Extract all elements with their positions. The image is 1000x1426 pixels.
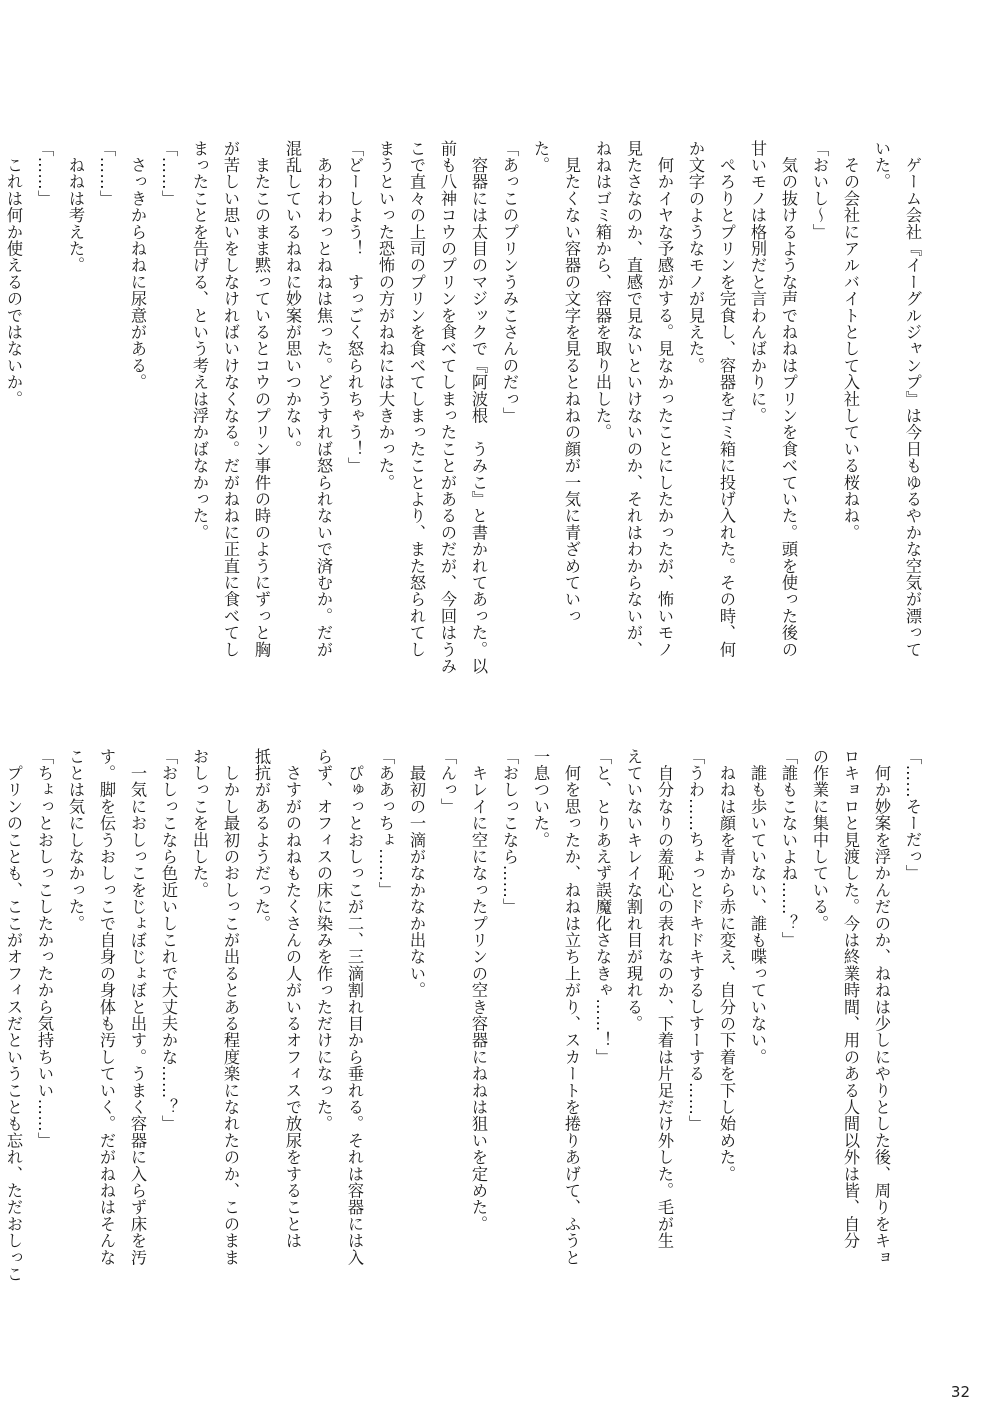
text-line: 「ああっちょ……」 (376, 748, 395, 899)
text-line: 前も八神コウのプリンを食べてしまったことがあるのだが、今回はうみ (438, 140, 457, 675)
text-line: 抵抗があるようだった。 (252, 748, 271, 932)
text-line: 何かイヤな予感がする。見なかったことにしたかったが、怖いモノ (655, 140, 674, 658)
text-line: 一息ついた。 (531, 748, 550, 849)
text-line: の作業に集中している。 (810, 748, 829, 932)
page-number: 32 (950, 1383, 970, 1401)
lower-text-block (4, 748, 928, 1322)
text-line: 「うわ……ちょっとドキドキするしすーする……」 (686, 748, 705, 1133)
text-line: 「……」 (97, 140, 116, 207)
text-line: こで直々の上司のプリンを食べてしまったことより、また怒られてし (407, 140, 426, 658)
text-line: その会社にアルバイトとして入社している桜ねね。 (841, 140, 860, 541)
text-line: 何を思ったか、ねねは立ち上がり、スカートを捲りあげて、ふうと (562, 748, 581, 1266)
text-line: さすがのねねもたくさんの人がいるオフィスで放尿をすることは (283, 748, 302, 1249)
text-line: 誰も歩いていない、誰も喋っていない。 (748, 748, 767, 1066)
text-line: おしっこを出した。 (190, 748, 209, 899)
text-line: 何か妙案を浮かんだのか、ねねは少しにやりとした後、周りをキョ (872, 748, 891, 1266)
text-line: 容器には太目のマジックで『阿波根 うみこ』と書かれてあった。以 (469, 140, 488, 675)
text-line: あわわわっとねねは焦った。どうすれば怒られないで済むか。だが (314, 140, 333, 658)
text-line: 「おしっこなら色近いしこれで大丈夫かな……？」 (159, 748, 178, 1133)
text-line: いた。 (872, 140, 891, 191)
text-line: さっきからねねに尿意がある。 (128, 140, 147, 391)
text-line: らず、オフィスの床に染みを作っただけになった。 (314, 748, 333, 1133)
text-line: 「おしっこなら……」 (500, 748, 519, 915)
text-line: 混乱しているねねに妙案が思いつかない。 (283, 140, 302, 458)
text-line: キレイに空になったプリンの空き容器にねねは狙いを定めた。 (469, 748, 488, 1233)
text-line: 「おいし～」 (810, 140, 829, 241)
text-line: 自分なりの羞恥心の表れなのか、下着は片足だけ外した。毛が生 (655, 748, 674, 1249)
text-line: す。脚を伝うおしっこで自身の身体も汚していく。だがねねはそんな (97, 748, 116, 1266)
text-line: か文字のようなモノが見えた。 (686, 140, 705, 374)
text-line: まったことを告げる、という考えは浮かばなかった。 (190, 140, 209, 541)
text-line: ゲーム会社『イーグルジャンプ』は今日もゆるやかな空気が漂って (903, 140, 922, 658)
text-line: まうといった恐怖の方がねねには大きかった。 (376, 140, 395, 491)
text-line: 「どーしよう！ すっごく怒られちゃう！」 (345, 140, 364, 474)
upper-text-block (4, 140, 928, 720)
text-line: 見たさなのか、直感で見ないといけないのか、それはわからないが、 (624, 140, 643, 658)
text-line: ことは気にしなかった。 (66, 748, 85, 932)
text-line: 「んっ」 (438, 748, 457, 815)
text-line: 「……」 (35, 140, 54, 207)
text-line: 「誰もこないよね……？」 (779, 748, 798, 949)
text-line: 甘いモノは格別だと言わんばかりに。 (748, 140, 767, 424)
text-line: ぺろりとプリンを完食し、容器をゴミ箱に投げ入れた。その時、何 (717, 140, 736, 658)
text-line: 気の抜けるような声でねねはプリンを食べていた。頭を使った後の (779, 140, 798, 658)
text-line: た。 (531, 140, 550, 174)
text-line: えていないキレイな割れ目が現れる。 (624, 748, 643, 1032)
text-line: 一気におしっこをじょぼじょぼと出す。うまく容器に入らず床を汚 (128, 748, 147, 1266)
text-line: 「……」 (159, 140, 178, 207)
text-line: 「と、とりあえず誤魔化さなきゃ……！」 (593, 748, 612, 1066)
text-line: 「ちょっとおしっこしたかったから気持ちいい……」 (35, 748, 54, 1149)
text-line: 最初の一滴がなかなか出ない。 (407, 748, 426, 999)
text-line: しかし最初のおしっこが出るとある程度楽になれたのか、このまま (221, 748, 240, 1266)
text-line: ねねはゴミ箱から、容器を取り出した。 (593, 140, 612, 441)
text-line: が苦しい思いをしなければいけなくなる。だがねねに正直に食べてし (221, 140, 240, 658)
text-line: ロキョロと見渡した。今は終業時間、用のある人間以外は皆、自分 (841, 748, 860, 1249)
text-line: ぴゅっとおしっこが二、三滴割れ目から垂れる。それは容器には入 (345, 748, 364, 1266)
text-line: またこのまま黙っているとコウのプリン事件の時のようにずっと胸 (252, 140, 271, 658)
text-line: 見たくない容器の文字を見るとねねの顔が一気に青ざめていっ (562, 140, 581, 625)
text-line: ねねは考えた。 (66, 140, 85, 274)
text-line: プリンのことも、ここがオフィスだということも忘れ、ただおしっこ (4, 748, 23, 1283)
text-line: ねねは顔を青から赤に変え、自分の下着を下し始めた。 (717, 748, 736, 1183)
text-line: 「……そーだっ」 (903, 748, 922, 882)
text-line: 「あっこのプリンうみこさんのだっ」 (500, 140, 519, 424)
text-line: これは何か使えるのではないか。 (4, 140, 23, 408)
